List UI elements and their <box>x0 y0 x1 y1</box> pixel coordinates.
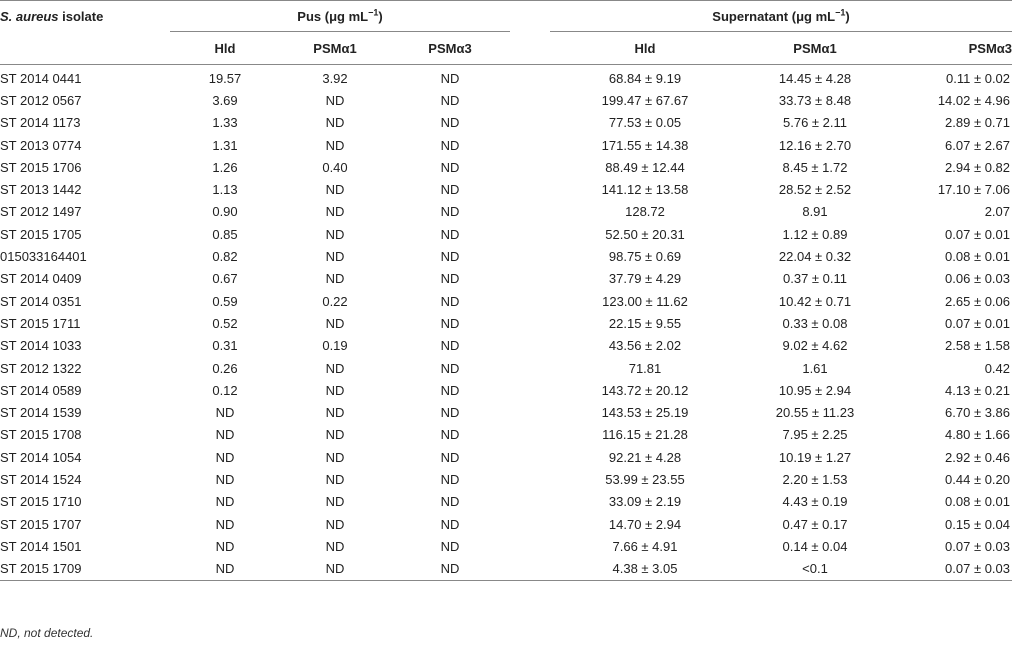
isolate-cell: ST 2012 0567 <box>0 92 82 108</box>
pus-psma1-cell: ND <box>325 92 345 108</box>
sup-hld-cell: 116.15 ± 21.28 <box>602 427 688 443</box>
pus-psma3-cell: ND <box>440 92 460 108</box>
sup-hld-cell: 33.09 ± 2.19 <box>608 494 682 510</box>
pus-psma1-cell: ND <box>325 427 345 443</box>
isolate-cell: ST 2015 1707 <box>0 516 82 532</box>
table-row <box>0 446 1012 468</box>
sup-psma3-header: PSMα3 <box>890 32 1012 65</box>
gap-cell <box>510 112 550 134</box>
table-row <box>0 112 1012 134</box>
sup-psma3-cell: 4.13 ± 0.21 <box>945 382 1011 398</box>
sup-hld-cell: 92.21 ± 4.28 <box>608 449 682 465</box>
gap-cell <box>510 401 550 423</box>
table-row <box>0 178 1012 200</box>
sup-psma1-cell: 0.47 ± 0.17 <box>782 516 848 532</box>
sup-hld-cell: 143.72 ± 20.12 <box>601 382 689 398</box>
pus-hld-cell: 0.67 <box>212 271 238 287</box>
gap-cell <box>510 201 550 223</box>
sup-hld-cell: 53.99 ± 23.55 <box>605 471 685 487</box>
pus-hld-cell: 0.82 <box>212 249 238 265</box>
supernatant-group-header <box>550 1 1012 32</box>
sup-psma1-cell: 2.20 ± 1.53 <box>782 471 848 487</box>
table-body <box>0 65 1012 581</box>
table-row <box>0 245 1012 267</box>
sup-hld-cell: 52.50 ± 20.31 <box>605 226 685 242</box>
sup-psma3-cell: 2.94 ± 0.82 <box>945 159 1011 175</box>
pus-label-close: ) <box>378 8 383 24</box>
table-row <box>0 558 1012 581</box>
gap-cell <box>510 89 550 111</box>
pus-psma3-cell: ND <box>440 427 460 443</box>
sup-hld-cell: 77.53 ± 0.05 <box>608 115 682 131</box>
pus-psma3-cell: ND <box>440 226 460 242</box>
sup-hld-cell: 199.47 ± 67.67 <box>601 92 689 108</box>
pus-hld-cell: 0.26 <box>212 360 238 376</box>
pus-psma3-cell: ND <box>440 137 460 153</box>
supernatant-unit-exponent: −1 <box>835 7 846 18</box>
pus-psma3-cell: ND <box>440 271 460 287</box>
pus-psma3-cell: ND <box>440 293 460 309</box>
sup-psma3-cell: 0.44 ± 0.20 <box>945 471 1011 487</box>
gap-cell <box>510 335 550 357</box>
gap-cell <box>510 558 550 581</box>
sup-hld-cell: 143.53 ± 25.19 <box>601 405 689 421</box>
sup-hld-cell: 123.00 ± 11.62 <box>602 293 688 309</box>
pus-psma1-cell: ND <box>325 405 345 421</box>
pus-hld-cell: ND <box>170 558 280 581</box>
pus-label: Pus (μg mL <box>297 8 369 24</box>
supernatant-label: Supernatant (μg mL <box>712 8 836 24</box>
pus-hld-cell: ND <box>215 427 235 443</box>
isolate-column-header <box>0 1 170 32</box>
sup-psma1-cell: 1.61 <box>802 360 828 376</box>
sup-hld-cell: 88.49 ± 12.44 <box>605 159 685 175</box>
table-row <box>0 65 1012 90</box>
pus-hld-cell: ND <box>215 405 235 421</box>
pus-psma1-cell: 0.22 <box>322 293 348 309</box>
isolate-cell: ST 2012 1497 <box>0 204 82 220</box>
group-gap-sub <box>510 32 550 65</box>
table-row <box>0 89 1012 111</box>
sup-psma3-cell: 2.07 <box>984 204 1011 220</box>
sup-hld-cell: 4.38 ± 3.05 <box>550 558 740 581</box>
pus-psma3-cell: ND <box>440 516 460 532</box>
sup-psma1-cell: 8.45 ± 1.72 <box>782 159 848 175</box>
pus-hld-cell: ND <box>215 538 235 554</box>
pus-psma1-header: PSMα1 <box>280 32 390 65</box>
gap-cell <box>510 223 550 245</box>
pus-hld-cell: 1.31 <box>212 137 238 153</box>
pus-psma3-cell: ND <box>390 558 510 581</box>
gap-cell <box>510 424 550 446</box>
sup-psma3-cell: 0.15 ± 0.04 <box>945 516 1011 532</box>
table-row <box>0 156 1012 178</box>
pus-psma3-cell: ND <box>440 159 460 175</box>
sup-hld-cell: 128.72 <box>625 204 665 220</box>
gap-cell <box>510 312 550 334</box>
gap-cell <box>510 491 550 513</box>
pus-hld-cell: 0.31 <box>212 338 238 354</box>
sup-psma3-cell: 0.08 ± 0.01 <box>945 494 1011 510</box>
sup-psma1-cell: 4.43 ± 0.19 <box>782 494 848 510</box>
isolate-species-label: S. aureus <box>0 8 59 24</box>
gap-cell <box>510 268 550 290</box>
sup-psma3-cell: 2.92 ± 0.46 <box>945 449 1011 465</box>
sup-psma1-cell: 5.76 ± 2.11 <box>783 115 847 131</box>
pus-psma1-cell: ND <box>325 494 345 510</box>
pus-hld-cell: 0.12 <box>212 382 238 398</box>
table-row <box>0 335 1012 357</box>
gap-cell <box>510 245 550 267</box>
isolate-cell: ST 2014 0351 <box>0 293 82 309</box>
sup-psma1-cell: 14.45 ± 4.28 <box>778 70 852 86</box>
table-row <box>0 424 1012 446</box>
pus-psma1-cell: ND <box>325 382 345 398</box>
pus-psma1-cell: ND <box>325 226 345 242</box>
pus-psma3-header: PSMα3 <box>390 32 510 65</box>
footnote: ND, not detected. <box>0 626 94 640</box>
sup-psma1-cell: 10.42 ± 0.71 <box>778 293 852 309</box>
table-row <box>0 379 1012 401</box>
pus-psma1-cell: ND <box>325 271 345 287</box>
gap-cell <box>510 134 550 156</box>
pus-psma3-cell: ND <box>440 382 460 398</box>
pus-psma1-cell: ND <box>280 558 390 581</box>
pus-psma1-cell: ND <box>325 115 345 131</box>
isolate-cell: ST 2014 1501 <box>0 538 82 554</box>
sup-psma3-cell: 6.70 ± 3.86 <box>945 405 1011 421</box>
sup-hld-cell: 37.79 ± 4.29 <box>608 271 682 287</box>
table-row <box>0 312 1012 334</box>
isolate-cell: 015033164401 <box>0 249 87 265</box>
sup-psma1-cell: 20.55 ± 11.23 <box>775 405 855 421</box>
sup-psma3-cell: 0.07 ± 0.03 <box>890 558 1012 581</box>
isolate-cell: ST 2015 1705 <box>0 226 82 242</box>
isolate-cell: ST 2015 1711 <box>0 315 81 331</box>
gap-cell <box>510 357 550 379</box>
gap-cell <box>510 446 550 468</box>
gap-cell <box>510 178 550 200</box>
gap-cell <box>510 65 550 90</box>
pus-hld-cell: ND <box>215 471 235 487</box>
isolate-cell: ST 2013 0774 <box>0 137 82 153</box>
isolate-cell: ST 2012 1322 <box>0 360 82 376</box>
pus-psma1-cell: ND <box>325 471 345 487</box>
pus-hld-cell: ND <box>215 516 235 532</box>
isolate-subheader-blank <box>0 32 170 65</box>
sup-psma3-cell: 0.08 ± 0.01 <box>945 249 1011 265</box>
table-row <box>0 357 1012 379</box>
isolate-cell: ST 2014 0409 <box>0 271 82 287</box>
pus-unit-exponent: −1 <box>368 7 379 18</box>
pus-psma3-cell: ND <box>440 405 460 421</box>
sup-psma1-cell: 1.12 ± 0.89 <box>782 226 848 242</box>
sup-hld-cell: 141.12 ± 13.58 <box>601 182 689 198</box>
pus-psma1-cell: ND <box>325 516 345 532</box>
sup-psma1-cell: 0.37 ± 0.11 <box>783 271 847 287</box>
pus-psma3-cell: ND <box>440 538 460 554</box>
pus-hld-cell: 19.57 <box>208 70 242 86</box>
pus-psma1-cell: ND <box>325 360 345 376</box>
isolate-cell: ST 2015 1706 <box>0 159 82 175</box>
pus-hld-cell: 0.59 <box>212 293 238 309</box>
header-row-subcolumns <box>0 32 1012 65</box>
pus-psma1-cell: ND <box>325 315 345 331</box>
isolate-cell: ST 2014 1524 <box>0 471 82 487</box>
pus-psma1-cell: 0.19 <box>322 338 348 354</box>
sup-psma1-cell: 33.73 ± 8.48 <box>778 92 852 108</box>
sup-psma1-cell: 8.91 <box>802 204 828 220</box>
sup-psma3-cell: 14.02 ± 4.96 <box>937 92 1011 108</box>
pus-psma3-cell: ND <box>440 204 460 220</box>
sup-psma1-cell: 7.95 ± 2.25 <box>782 427 848 443</box>
pus-hld-cell: 0.90 <box>212 204 238 220</box>
pus-psma1-cell: ND <box>325 538 345 554</box>
isolate-cell: ST 2014 1033 <box>0 338 82 354</box>
table-row <box>0 535 1012 557</box>
gap-cell <box>510 290 550 312</box>
pus-psma3-cell: ND <box>440 115 460 131</box>
sup-hld-cell: 7.66 ± 4.91 <box>612 538 678 554</box>
table-row <box>0 513 1012 535</box>
pus-hld-cell: 0.85 <box>212 226 238 242</box>
pus-hld-cell: 1.13 <box>212 182 238 198</box>
sup-psma3-cell: 4.80 ± 1.66 <box>945 427 1011 443</box>
pus-psma1-cell: ND <box>325 137 345 153</box>
pus-psma1-cell: ND <box>325 204 345 220</box>
isolate-cell: ST 2014 0441 <box>0 70 82 86</box>
pus-psma3-cell: ND <box>440 494 460 510</box>
sup-psma1-cell: 22.04 ± 0.32 <box>778 249 852 265</box>
sup-psma3-cell: 0.11 ± 0.02 <box>946 70 1011 86</box>
pus-hld-cell: 0.52 <box>212 315 238 331</box>
pus-psma3-cell: ND <box>440 471 460 487</box>
sup-psma3-cell: 6.07 ± 2.67 <box>945 137 1011 153</box>
gap-cell <box>510 513 550 535</box>
gap-cell <box>510 156 550 178</box>
sup-psma1-cell: <0.1 <box>740 558 890 581</box>
sup-hld-cell: 71.81 <box>628 360 662 376</box>
gap-cell <box>510 379 550 401</box>
pus-hld-cell: 3.69 <box>212 92 238 108</box>
pus-psma3-cell: ND <box>440 338 460 354</box>
table-row <box>0 223 1012 245</box>
isolate-cell: ST 2014 1054 <box>0 449 82 465</box>
sup-psma1-cell: 9.02 ± 4.62 <box>782 338 848 354</box>
gap-cell <box>510 535 550 557</box>
sup-psma3-cell: 2.89 ± 0.71 <box>945 115 1011 131</box>
header-row-groups <box>0 1 1012 32</box>
sup-psma3-cell: 0.07 ± 0.03 <box>945 538 1011 554</box>
sup-psma1-cell: 10.95 ± 2.94 <box>778 382 852 398</box>
isolate-cell: ST 2014 1539 <box>0 405 82 421</box>
sup-hld-cell: 14.70 ± 2.94 <box>608 516 682 532</box>
isolate-cell: ST 2015 1710 <box>0 494 82 510</box>
sup-psma3-cell: 0.07 ± 0.01 <box>945 226 1011 242</box>
sup-psma1-cell: 12.16 ± 2.70 <box>778 137 852 153</box>
isolate-label-rest: isolate <box>58 8 104 24</box>
sup-psma3-cell: 0.06 ± 0.03 <box>945 271 1011 287</box>
sup-psma3-cell: 0.42 <box>984 360 1011 376</box>
pus-hld-header: Hld <box>170 32 280 65</box>
pus-hld-cell: 1.26 <box>212 159 238 175</box>
sup-hld-cell: 171.55 ± 14.38 <box>601 137 689 153</box>
sup-hld-cell: 22.15 ± 9.55 <box>608 315 682 331</box>
pus-psma1-cell: 3.92 <box>322 70 348 86</box>
sup-hld-cell: 43.56 ± 2.02 <box>608 338 682 354</box>
pus-hld-cell: 1.33 <box>212 115 238 131</box>
isolate-cell: ST 2013 1442 <box>0 182 82 198</box>
pus-psma3-cell: ND <box>440 70 460 86</box>
group-gap <box>510 1 550 32</box>
pus-psma1-cell: ND <box>325 449 345 465</box>
table-row <box>0 491 1012 513</box>
table-row <box>0 290 1012 312</box>
pus-psma1-cell: ND <box>325 182 345 198</box>
isolate-cell: ST 2014 1173 <box>0 115 81 131</box>
sup-hld-cell: 98.75 ± 0.69 <box>608 249 682 265</box>
supernatant-label-close: ) <box>845 8 850 24</box>
pus-hld-cell: ND <box>215 494 235 510</box>
pus-psma3-cell: ND <box>440 449 460 465</box>
table-row <box>0 134 1012 156</box>
table-row <box>0 401 1012 423</box>
sup-psma3-cell: 2.65 ± 0.06 <box>945 293 1011 309</box>
sup-psma3-cell: 17.10 ± 7.06 <box>937 182 1011 198</box>
table-row <box>0 268 1012 290</box>
sup-psma1-cell: 0.33 ± 0.08 <box>782 315 848 331</box>
pus-group-header <box>170 1 510 32</box>
sup-psma1-cell: 28.52 ± 2.52 <box>778 182 852 198</box>
sup-psma1-cell: 0.14 ± 0.04 <box>782 538 848 554</box>
sup-psma1-cell: 10.19 ± 1.27 <box>778 449 852 465</box>
sup-psma3-cell: 0.07 ± 0.01 <box>945 315 1011 331</box>
isolate-cell: ST 2014 0589 <box>0 382 82 398</box>
sup-hld-cell: 68.84 ± 9.19 <box>608 70 682 86</box>
isolate-cell: ST 2015 1708 <box>0 427 82 443</box>
pus-psma3-cell: ND <box>440 315 460 331</box>
pus-psma3-cell: ND <box>440 249 460 265</box>
pus-hld-cell: ND <box>215 449 235 465</box>
pus-psma3-cell: ND <box>440 360 460 376</box>
sup-hld-header: Hld <box>550 32 740 65</box>
sup-psma1-header: PSMα1 <box>740 32 890 65</box>
isolate-cell: ST 2015 1709 <box>0 558 170 581</box>
sup-psma3-cell: 2.58 ± 1.58 <box>945 338 1011 354</box>
gap-cell <box>510 468 550 490</box>
pus-psma1-cell: 0.40 <box>322 159 348 175</box>
table-row <box>0 468 1012 490</box>
pus-psma1-cell: ND <box>325 249 345 265</box>
table-row <box>0 201 1012 223</box>
pus-psma3-cell: ND <box>440 182 460 198</box>
